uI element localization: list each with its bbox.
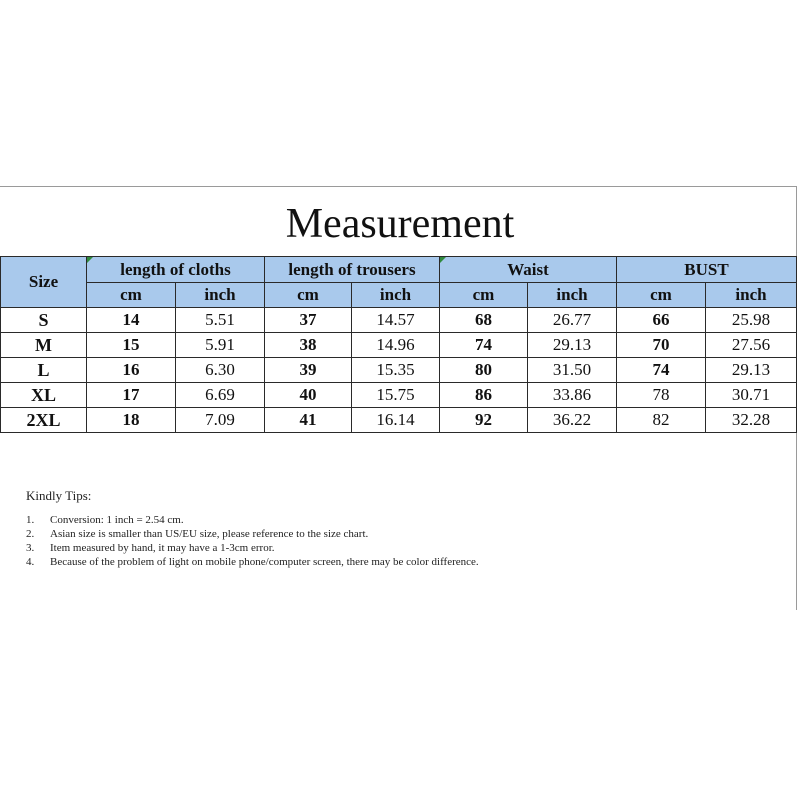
value-cell: 26.77	[528, 308, 617, 333]
group-header: length of cloths	[87, 257, 265, 283]
group-header: length of trousers	[265, 257, 440, 283]
header-row	[1, 257, 797, 283]
table-row	[1, 383, 797, 408]
value-cell: 86	[440, 383, 528, 408]
unit-header: cm	[265, 283, 352, 308]
unit-header: cm	[617, 283, 706, 308]
tip-text: Item measured by hand, it may have a 1-3cm error.	[50, 542, 275, 554]
value-cell: 14.96	[352, 333, 440, 358]
value-cell: 78	[617, 383, 706, 408]
tips-title: Kindly Tips:	[26, 488, 92, 503]
value-cell: 41	[265, 408, 352, 433]
value-cell: 29.13	[706, 358, 797, 383]
tip-number: 2.	[26, 528, 35, 540]
unit-header: inch	[528, 283, 617, 308]
tip-item	[26, 513, 626, 527]
value-cell: 80	[440, 358, 528, 383]
value-cell: 31.50	[528, 358, 617, 383]
value-cell: 15	[87, 333, 176, 358]
value-cell: 14	[87, 308, 176, 333]
table-row	[1, 358, 797, 383]
table-row	[1, 308, 797, 333]
tip-text: Because of the problem of light on mobile phone/computer screen, there may be color difference.	[50, 556, 479, 568]
value-cell: 16.14	[352, 408, 440, 433]
unit-header: inch	[706, 283, 797, 308]
tip-item	[26, 555, 626, 569]
tip-item	[26, 527, 626, 541]
size-cell: M	[1, 333, 87, 358]
value-cell: 74	[440, 333, 528, 358]
value-cell: 5.51	[176, 308, 265, 333]
size-cell: L	[1, 358, 87, 383]
size-cell: S	[1, 308, 87, 333]
unit-header: inch	[176, 283, 265, 308]
size-chart-table	[0, 256, 797, 433]
frame-top-line	[0, 186, 797, 187]
value-cell: 70	[617, 333, 706, 358]
unit-header: inch	[352, 283, 440, 308]
value-cell: 29.13	[528, 333, 617, 358]
value-cell: 7.09	[176, 408, 265, 433]
group-header: BUST	[617, 257, 797, 283]
value-cell: 16	[87, 358, 176, 383]
value-cell: 33.86	[528, 383, 617, 408]
value-cell: 5.91	[176, 333, 265, 358]
size-cell: XL	[1, 383, 87, 408]
value-cell: 37	[265, 308, 352, 333]
value-cell: 66	[617, 308, 706, 333]
value-cell: 25.98	[706, 308, 797, 333]
value-cell: 18	[87, 408, 176, 433]
unit-header: cm	[440, 283, 528, 308]
size-header: Size	[1, 257, 87, 308]
size-cell: 2XL	[1, 408, 87, 433]
tip-number: 3.	[26, 542, 35, 554]
kindly-tips	[26, 487, 626, 569]
table-row	[1, 333, 797, 358]
value-cell: 32.28	[706, 408, 797, 433]
value-cell: 40	[265, 383, 352, 408]
tip-item	[26, 541, 626, 555]
value-cell: 15.75	[352, 383, 440, 408]
value-cell: 38	[265, 333, 352, 358]
value-cell: 27.56	[706, 333, 797, 358]
unit-header: cm	[87, 283, 176, 308]
tip-text: Conversion: 1 inch = 2.54 cm.	[50, 514, 184, 526]
value-cell: 36.22	[528, 408, 617, 433]
value-cell: 74	[617, 358, 706, 383]
value-cell: 82	[617, 408, 706, 433]
value-cell: 68	[440, 308, 528, 333]
tip-number: 4.	[26, 556, 35, 568]
value-cell: 39	[265, 358, 352, 383]
table-row	[1, 408, 797, 433]
tip-number: 1.	[26, 514, 35, 526]
group-header: Waist	[440, 257, 617, 283]
value-cell: 17	[87, 383, 176, 408]
value-cell: 14.57	[352, 308, 440, 333]
value-cell: 92	[440, 408, 528, 433]
value-cell: 6.69	[176, 383, 265, 408]
value-cell: 15.35	[352, 358, 440, 383]
page-title: Measurement	[285, 201, 515, 247]
unit-row	[1, 283, 797, 308]
value-cell: 6.30	[176, 358, 265, 383]
tip-text: Asian size is smaller than US/EU size, please reference to the size chart.	[50, 528, 369, 540]
value-cell: 30.71	[706, 383, 797, 408]
